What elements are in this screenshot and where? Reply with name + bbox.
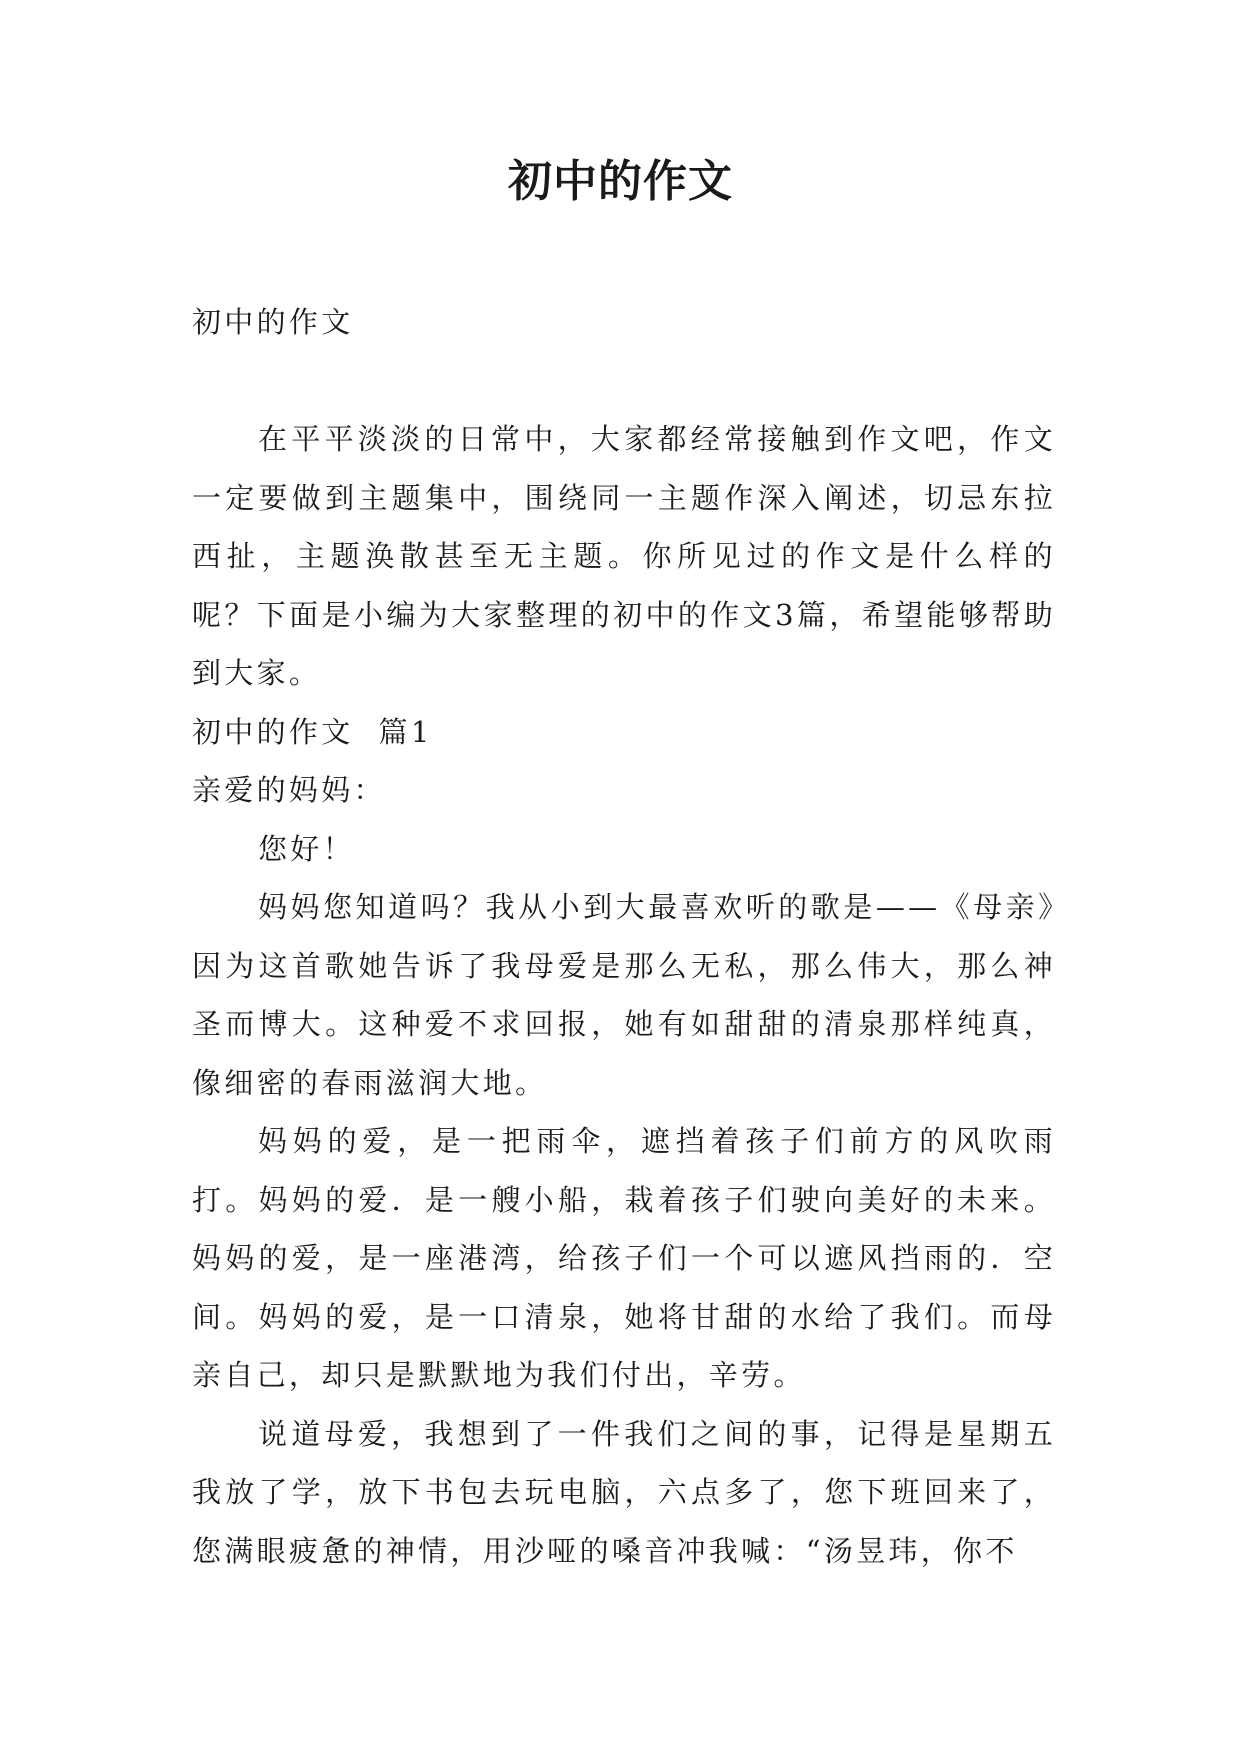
- body-paragraph: 妈妈的爱，是一把雨伞，遮挡着孩子们前方的风吹雨打。妈妈的爱．是一艘小船，栽着孩子们驶向美好的未来。妈妈的爱，是一座港湾，给孩子们一个可以遮风挡雨的．空间。妈妈的爱，是一口清泉，她将甘甜的水给了我们。而母亲自己，却只是默默地为我们付出，辛劳。: [192, 1124, 1056, 1392]
- blank-line: [192, 352, 1056, 411]
- body-paragraph: 说道母爱，我想到了一件我们之间的事，记得是星期五我放了学，放下书包去玩电脑，六点多了，您下班回来了，您满眼疲惫的神情，用沙哑的嗓音冲我喊：“汤昱玮，你不: [192, 1416, 1056, 1568]
- letter-salutation: 亲爱的妈妈：: [192, 773, 386, 807]
- body-paragraph: 妈妈您知道吗？我从小到大最喜欢听的歌是——《母亲》因为这首歌她告诉了我母爱是那么无私，那么伟大，那么神圣而博大。这种爱不求回报，她有如甜甜的清泉那样纯真，像细密的春雨滋润大地。: [192, 890, 1056, 1100]
- letter-greeting: 您好！: [258, 831, 355, 866]
- document-subtitle: 初中的作文: [192, 305, 354, 339]
- document-title: 初中的作文: [508, 156, 733, 207]
- document-body: [192, 293, 1056, 1580]
- intro-paragraph: 在平平淡淡的日常中，大家都经常接触到作文吧，作文一定要做到主题集中，围绕同一主题作深入阐述，切忌东拉西扯，主题涣散甚至无主题。你所见过的作文是什么样的呢？下面是小编为大家整理的初中的作文3篇，希望能够帮助到大家。: [192, 422, 1056, 690]
- section-heading: 初中的作文 篇1: [192, 714, 433, 749]
